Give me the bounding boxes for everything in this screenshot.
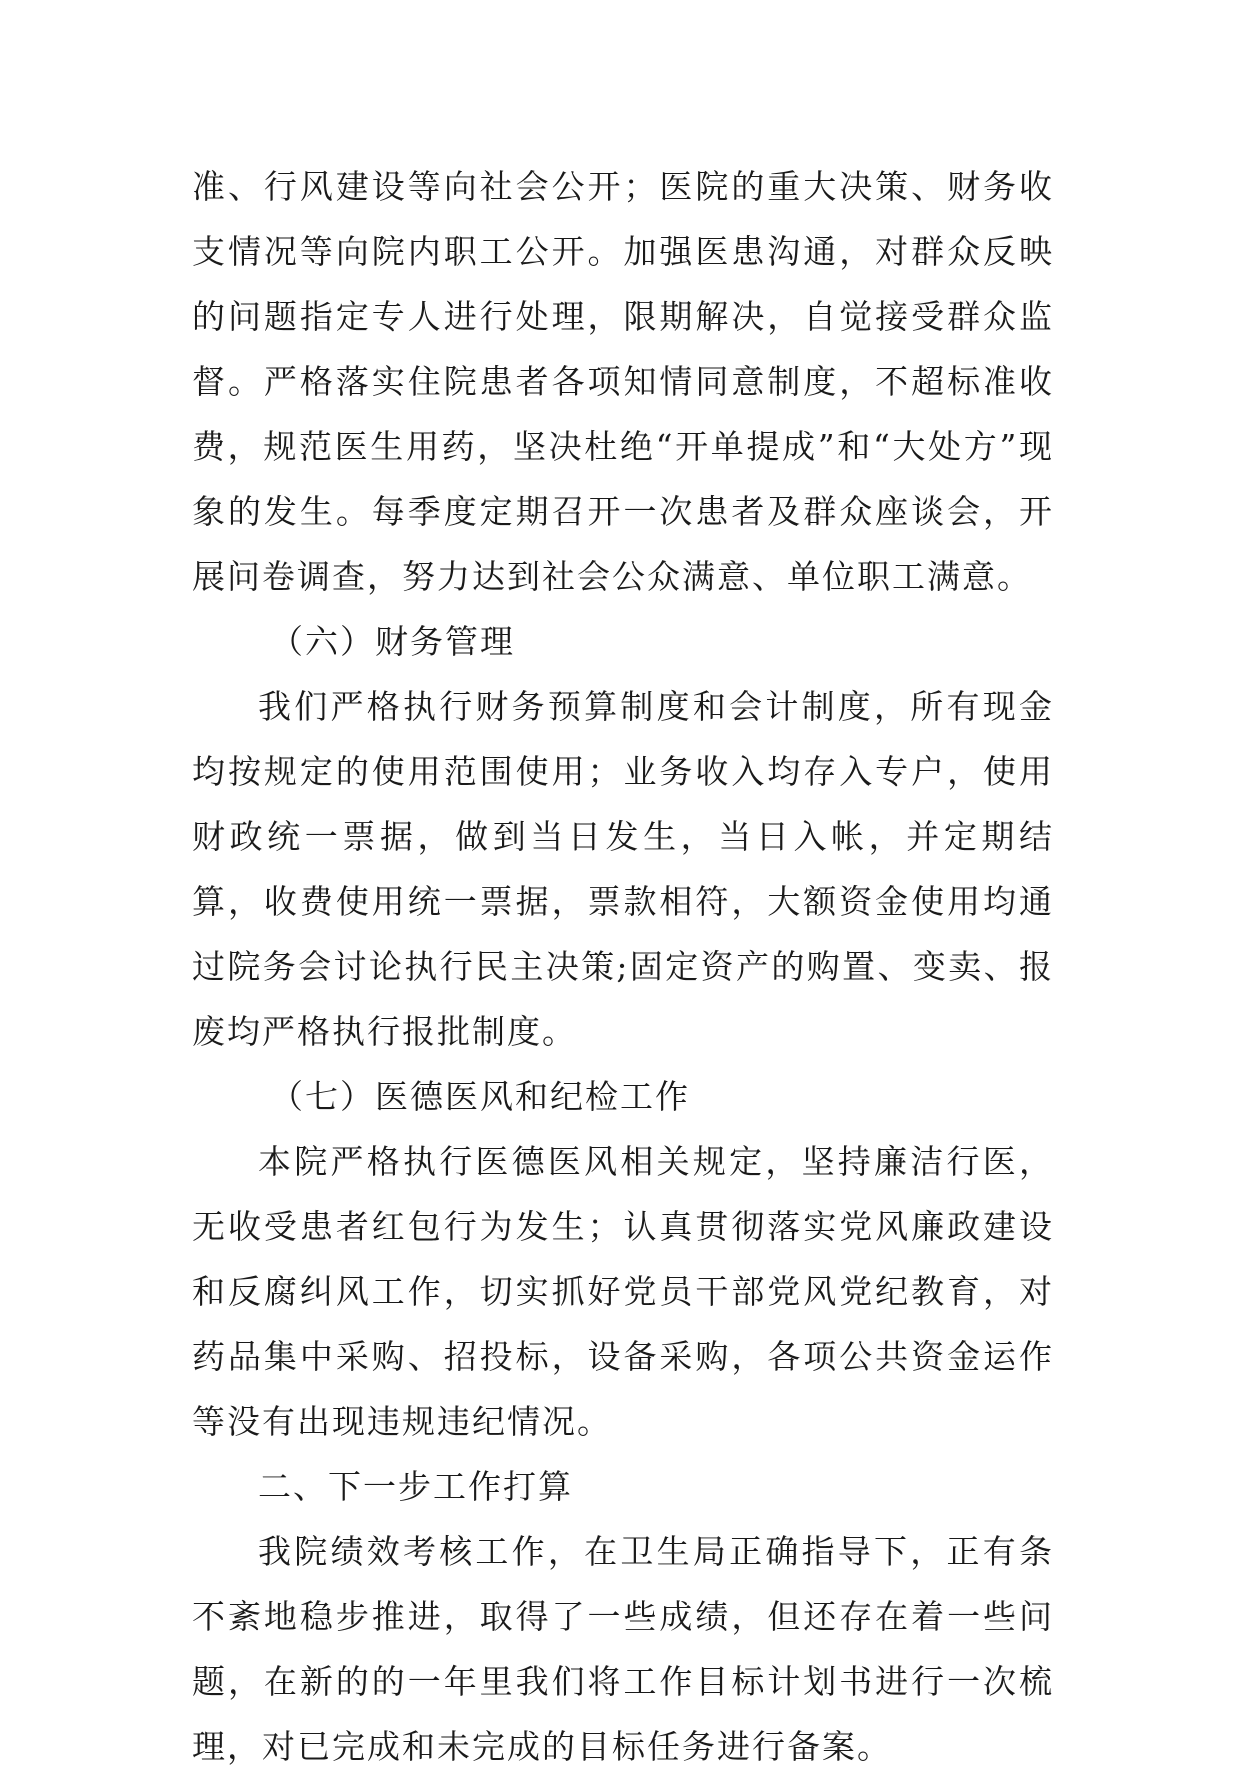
section-heading-financial-management: （六）财务管理 — [270, 622, 515, 661]
paragraph-next-steps: 我院绩效考核工作，在卫生局正确指导下，正有条不紊地稳步推进，取得了一些成绩，但还存在着一些问题，在新的的一年里我们将工作目标计划书进行一次梳理，对已完成和未完成的目标任务进行备案。 — [192, 1532, 1054, 1766]
section-heading-next-steps: 二、下一步工作打算 — [258, 1467, 573, 1506]
document-body — [192, 154, 1054, 1779]
paragraph-medical-ethics: 本院严格执行医德医风相关规定，坚持廉洁行医，无收受患者红包行为发生；认真贯彻落实党风廉政建设和反腐纠风工作，切实抓好党员干部党风党纪教育，对药品集中采购、招投标，设备采购，各项公共资金运作等没有出现违规违纪情况。 — [192, 1142, 1054, 1441]
section-heading-medical-ethics: （七）医德医风和纪检工作 — [270, 1077, 690, 1116]
paragraph-disclosure: 准、行风建设等向社会公开；医院的重大决策、财务收支情况等向院内职工公开。加强医患沟通，对群众反映的问题指定专人进行处理，限期解决，自觉接受群众监督。严格落实住院患者各项知情同意制度，不超标准收费，规范医生用药，坚决杜绝“开单提成”和“大处方”现象的发生。每季度定期召开一次患者及群众座谈会，开展问卷调查，努力达到社会公众满意、单位职工满意。 — [192, 167, 1054, 596]
paragraph-financial-management: 我们严格执行财务预算制度和会计制度，所有现金均按规定的使用范围使用；业务收入均存入专户，使用财政统一票据，做到当日发生，当日入帐，并定期结算，收费使用统一票据，票款相符，大额资金使用均通过院务会讨论执行民主决策;固定资产的购置、变卖、报废均严格执行报批制度。 — [192, 687, 1054, 1051]
